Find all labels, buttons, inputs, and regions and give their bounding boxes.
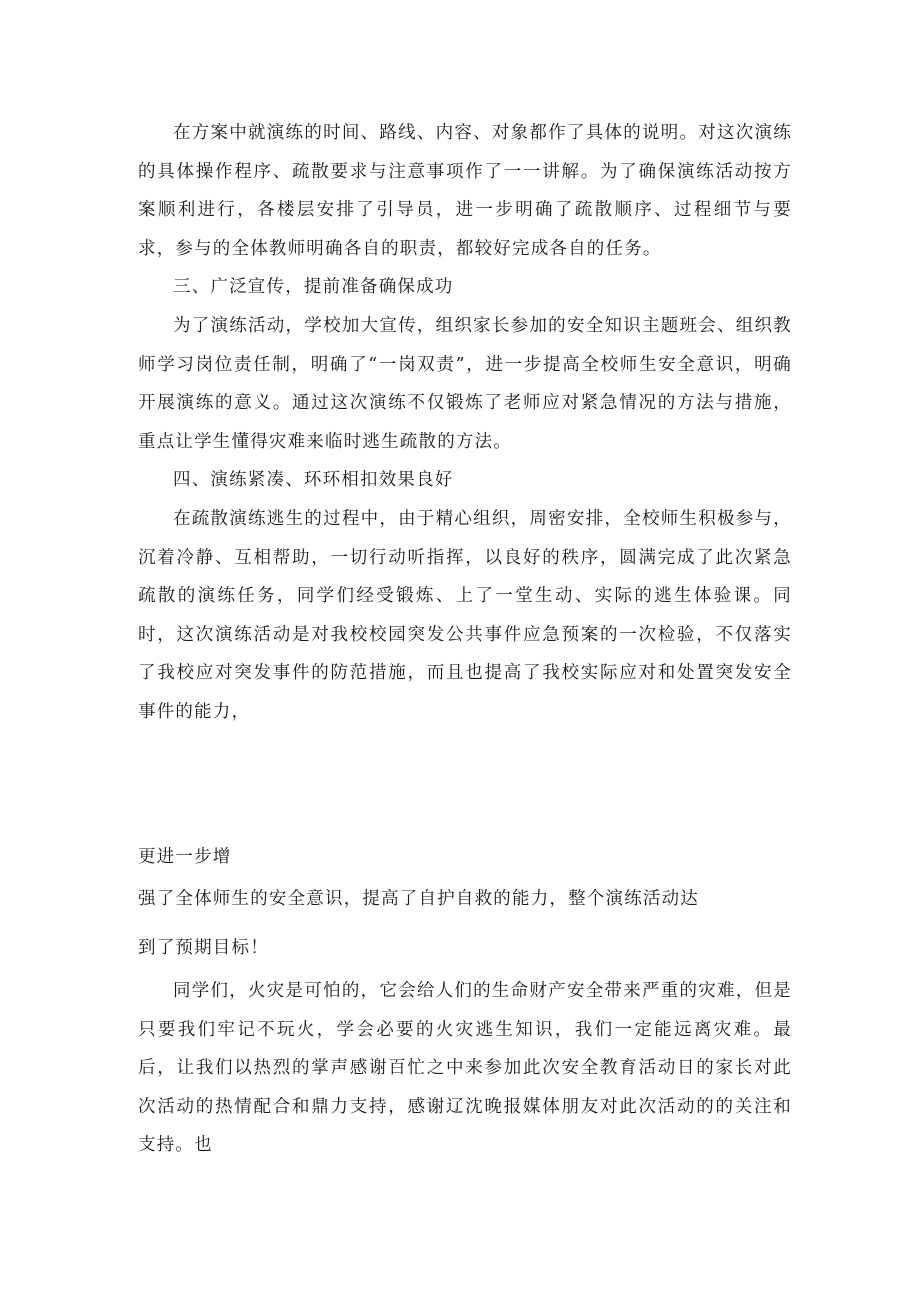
paragraph-fire-safety-closing: 同学们，火灾是可怕的，它会给人们的生命财产安全带来严重的灾难，但是只要我们牢记不玩火，学会必要的火灾逃生知识，我们一定能远离灾难。最后，让我们以热烈的掌声感谢百忙之中来参加此次安全教育活动日的家长对此次活动的热情配合和鼎力支持，感谢辽沈晚报媒体朋友对此次活动的的关注和支持。也 xyxy=(138,981,792,1156)
text-block-upper xyxy=(138,114,792,732)
paragraph-drill-process: 在疏散演练逃生的过程中，由于精心组织，周密安排，全校师生积极参与，沉着冷静、互相帮助，一切行动听指挥，以良好的秩序，圆满完成了此次紧急疏散的演练任务，同学们经受锻炼、上了一堂生动、实际的逃生体验课。同时，这次演练活动是对我校校园突发公共事件应急预案的一次检验，不仅落实了我校应对突发事件的防范措施，而且也提高了我校实际应对和处置突发安全事件的能力， xyxy=(138,508,792,722)
section-heading-three: 三、广泛宣传，提前准备确保成功 xyxy=(173,277,454,298)
paragraph-drill-process-continued-2: 到了预期目标！ xyxy=(138,938,269,958)
paragraph-drill-process-continued-1: 强了全体师生的安全意识，提高了自护自救的能力，整个演练活动达 xyxy=(138,889,699,909)
section-heading-four: 四、演练紧凑、环环相扣效果良好 xyxy=(173,470,454,491)
paragraph-drill-process-tail: 更进一步增 xyxy=(138,847,232,867)
paragraph-publicity: 为了演练活动，学校加大宣传，组织家长参加的安全知识主题班会、组织教师学习岗位责任制，明确了“一岗双责”，进一步提高全校师生安全意识，明确开展演练的意义。通过这次演练不仅锻炼了老师应对紧急情况的方法与措施，重点让学生懂得灾难来临时逃生疏散的方法。 xyxy=(138,315,792,452)
paragraph-plan-description: 在方案中就演练的时间、路线、内容、对象都作了具体的说明。对这次演练的具体操作程序、疏散要求与注意事项作了一一讲解。为了确保演练活动按方案顺利进行，各楼层安排了引导员，进一步明确了疏散顺序、过程细节与要求，参与的全体教师明确各自的职责，都较好完成各自的任务。 xyxy=(138,123,792,259)
text-block-lower xyxy=(138,972,792,1165)
